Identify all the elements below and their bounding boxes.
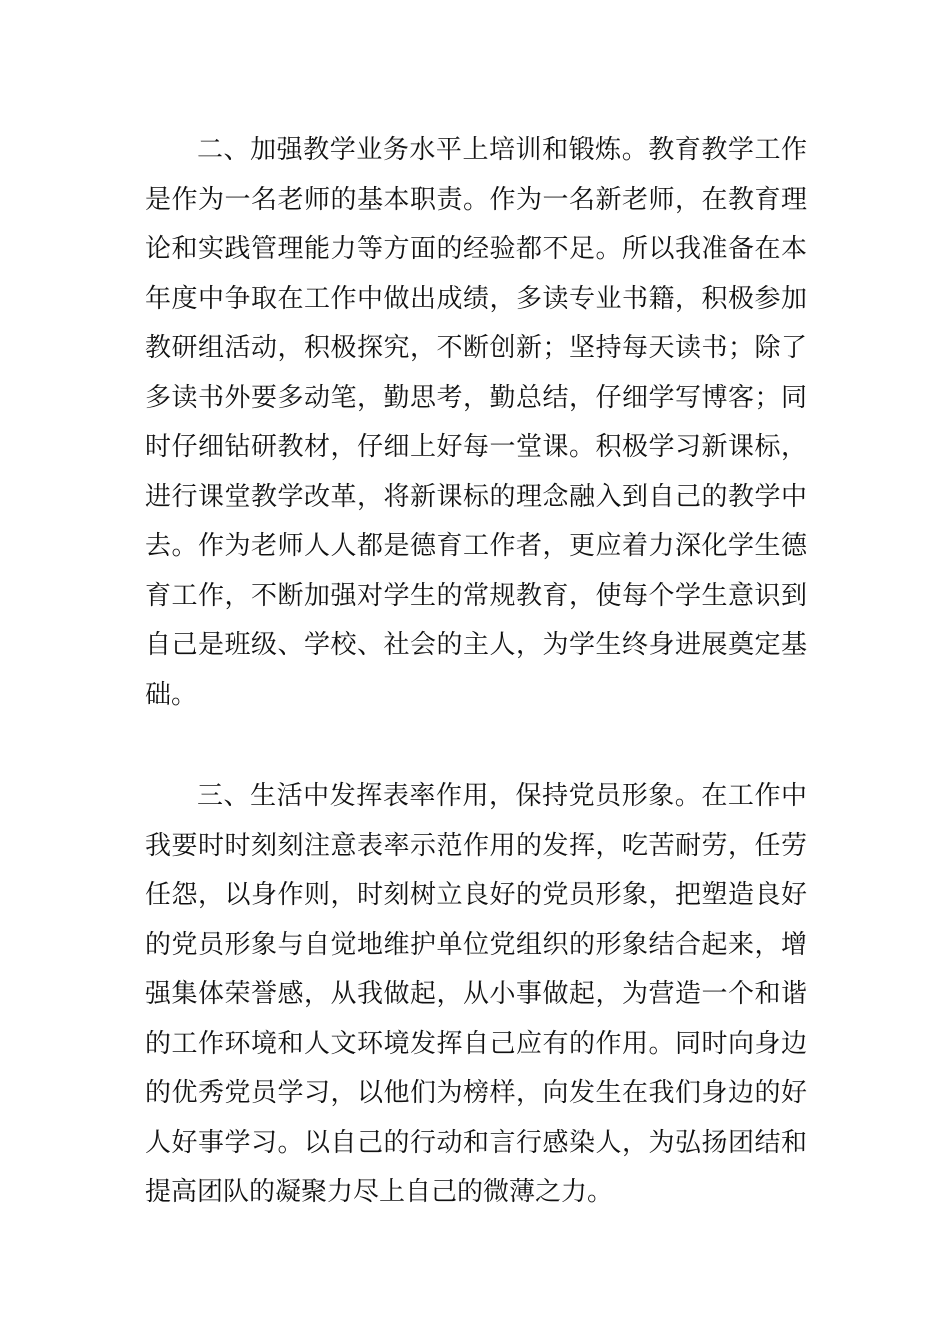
- paragraph-line: 任怨，以身作则，时刻树立良好的党员形象，把塑造良好: [145, 880, 807, 910]
- paragraph-line: 时仔细钻研教材，仔细上好每一堂课。积极学习新课标，: [145, 432, 807, 462]
- paragraph-line: 提高团队的凝聚力尽上自己的微薄之力。: [145, 1177, 614, 1207]
- paragraph-section-three: [145, 772, 807, 1218]
- paragraph-line: 二、加强教学业务水平上培训和锻炼。教育教学工作: [197, 135, 807, 165]
- paragraph-line: 三、生活中发挥表率作用，保持党员形象。在工作中: [197, 781, 807, 811]
- paragraph-line: 是作为一名老师的基本职责。作为一名新老师，在教育理: [145, 184, 807, 215]
- paragraph-line: 的工作环境和人文环境发挥自己应有的作用。同时向身边: [145, 1028, 807, 1059]
- paragraph-line: 的党员形象与自觉地维护单位党组织的形象结合起来，增: [145, 929, 807, 960]
- paragraph-line: 自己是班级、学校、社会的主人，为学生终身进展奠定基: [145, 630, 807, 660]
- paragraph-line: 的优秀党员学习，以他们为榜样，向发生在我们身边的好: [145, 1078, 807, 1108]
- paragraph-line: 年度中争取在工作中做出成绩，多读专业书籍，积极参加: [145, 283, 807, 314]
- paragraph-section-two: [145, 126, 807, 720]
- paragraph-line: 我要时时刻刻注意表率示范作用的发挥，吃苦耐劳，任劳: [145, 830, 807, 861]
- paragraph-line: 人好事学习。以自己的行动和言行感染人，为弘扬团结和: [145, 1127, 807, 1158]
- paragraph-line: 育工作，不断加强对学生的常规教育，使每个学生意识到: [145, 580, 807, 611]
- paragraph-line: 多读书外要多动笔，勤思考，勤总结，仔细学写博客；同: [145, 382, 807, 413]
- paragraph-line: 教研组活动，积极探究，不断创新；坚持每天读书；除了: [145, 333, 807, 363]
- paragraph-line: 去。作为老师人人都是德育工作者，更应着力深化学生德: [145, 531, 807, 561]
- paragraph-line: 论和实践管理能力等方面的经验都不足。所以我准备在本: [145, 234, 807, 264]
- paragraph-line: 础。: [145, 679, 198, 710]
- paragraph-line: 强集体荣誉感，从我做起，从小事做起，为营造一个和谐: [145, 979, 807, 1009]
- paragraph-line: 进行课堂教学改革，将新课标的理念融入到自己的教学中: [145, 481, 807, 512]
